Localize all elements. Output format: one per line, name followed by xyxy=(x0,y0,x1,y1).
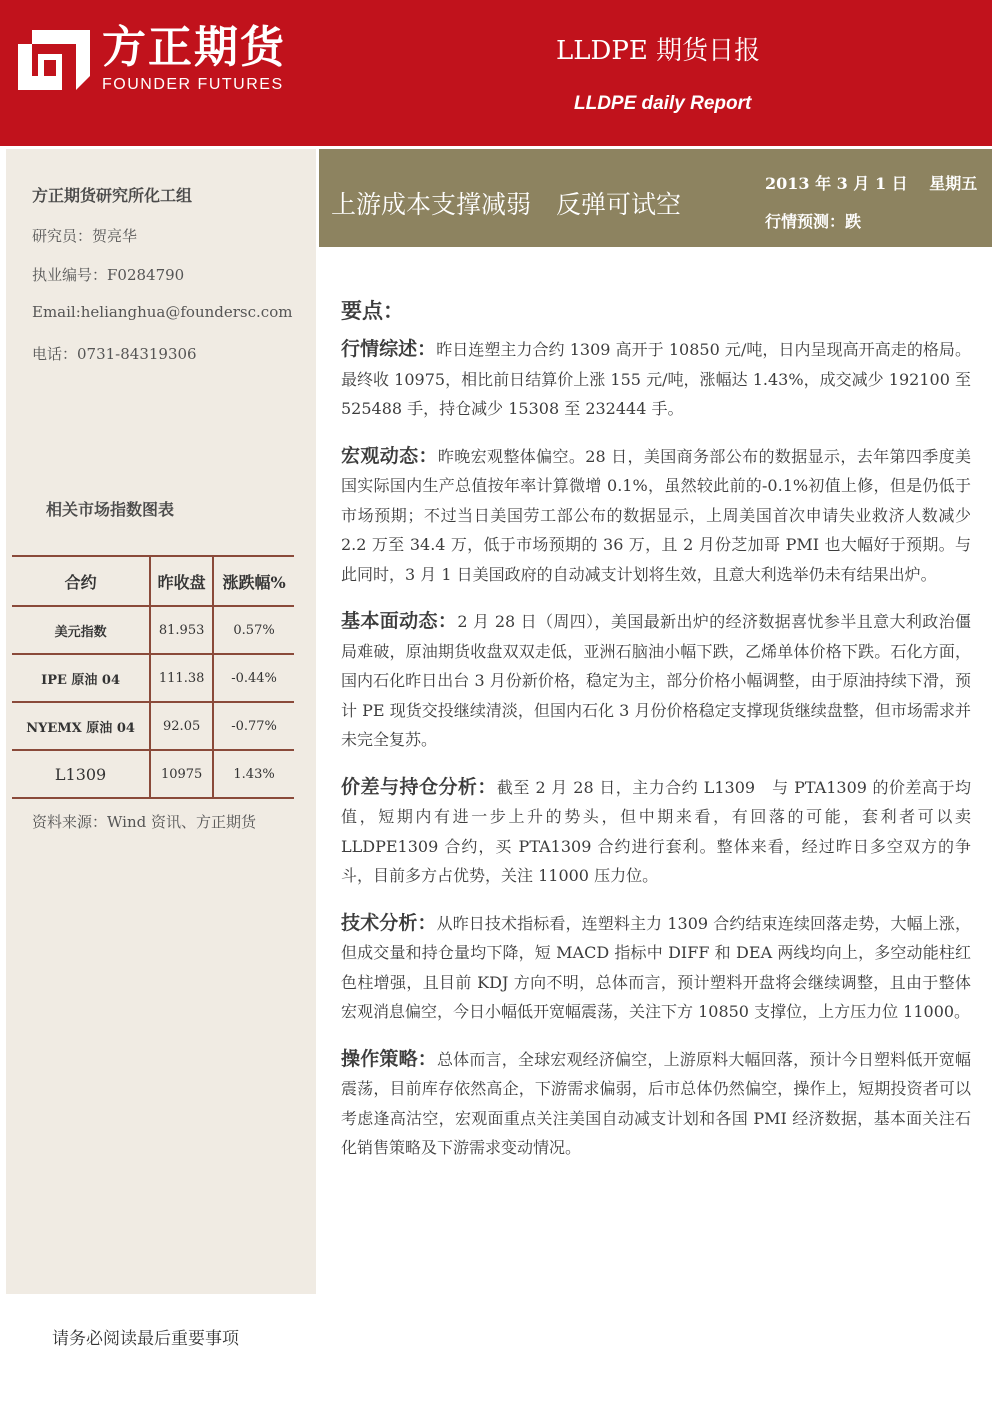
headline-bar xyxy=(319,149,992,247)
section-label: 基本面动态： xyxy=(341,610,458,632)
section-text: 截至 2 月 28 日，主力合约 L1309 与 PTA1309 的价差高于均值，短期内有进一步上升的势头，但中期来看，有回落的可能，套利者可以卖 LLDPE1309 合约，买 PTA1309 合约进行套利。整体来看，经过昨日多空双方的争斗，目前多方占优势，关注 11000 压力位。 xyxy=(341,777,971,885)
table-row xyxy=(12,606,294,654)
phone-number: 电话：0731-84319306 xyxy=(32,345,197,363)
section-text: 2 月 28 日（周四），美国最新出炉的经济数据喜忧参半且意大利政治僵局难破，原油期货收盘双双走低，亚洲石脑油小幅下跌，乙烯单体价格下跌。石化方面，国内石化昨日出台 3 月份新价格，稳定为主，部分价格小幅调整，由于原油持续下滑，预计 PE 现货交投继续清淡，但国内石化 3 月份价格稳定支撑现货继续盘整，但市场需求并未完全复苏。 xyxy=(341,612,971,749)
section-fundamentals xyxy=(341,607,971,755)
change-cell: -0.44% xyxy=(213,654,294,702)
market-index-table-title: 相关市场指数图表 xyxy=(46,500,175,519)
research-org: 方正期货研究所化工组 xyxy=(32,186,193,205)
close-cell: 92.05 xyxy=(150,702,213,750)
section-macro xyxy=(341,442,971,590)
table-row xyxy=(12,702,294,750)
section-technical xyxy=(341,909,971,1027)
close-cell: 111.38 xyxy=(150,654,213,702)
section-label: 价差与持仓分析： xyxy=(341,775,497,798)
section-label: 技术分析： xyxy=(341,911,437,934)
contract-cell: 美元指数 xyxy=(12,606,150,654)
table-row xyxy=(12,654,294,702)
section-text: 昨晚宏观整体偏空。28 日，美国商务部公布的数据显示，去年第四季度美国实际国内生产总值按年率计算微增 0.1%，虽然较此前的-0.1%初值上修，但是仍低于市场预期；不过当日美国劳工部公布的数据显示，上周美国首次申请失业救济人数减少 2.2 万至 34.4 万，低于市场预期的 36 万，且 2 月份芝加哥 PMI 也大幅好于预期。与此同时，3 月 1 日美国政府的自动减支计划将生效，且意大利选举仍未有结果出炉。 xyxy=(341,446,971,584)
contract-cell: NYEMX 原油 04 xyxy=(12,702,150,750)
section-label: 操作策略： xyxy=(341,1047,437,1070)
column-header: 昨收盘 xyxy=(150,556,213,606)
logo-text-en: FOUNDER FUTURES xyxy=(102,76,284,93)
change-cell: 1.43% xyxy=(213,750,294,798)
column-header: 涨跌幅% xyxy=(213,556,294,606)
founder-logo-icon xyxy=(18,30,90,90)
contract-cell: IPE 原油 04 xyxy=(12,654,150,702)
section-text: 昨日连塑主力合约 1309 高开于 10850 元/吨，日内呈现高开高走的格局。最终收 10975，相比前日结算价上涨 155 元/吨，涨幅达 1.43%，成交减少 192100 至 525488 手，持仓减少 15308 至 232444 手。 xyxy=(341,340,971,418)
headline: 上游成本支撑减弱 反弹可试空 xyxy=(331,190,682,219)
change-cell: 0.57% xyxy=(213,606,294,654)
license-number: 执业编号：F0284790 xyxy=(32,266,185,284)
logo-text-cn: 方正期货 xyxy=(102,22,286,73)
section-spread-analysis xyxy=(341,773,971,891)
data-source: 资料来源：Wind 资讯、方正期货 xyxy=(32,813,256,831)
report-title: LLDPE 期货日报 xyxy=(556,36,761,66)
key-points-title: 要点： xyxy=(341,298,404,323)
column-header: 合约 xyxy=(12,556,150,606)
section-text: 总体而言，全球宏观经济偏空，上游原料大幅回落，预计今日塑料低开宽幅震荡，目前库存依然高企，下游需求偏弱，后市总体仍然偏空，操作上，短期投资者可以考虑逢高沽空，宏观面重点关注美国自动减支计划和各国 PMI 经济数据，基本面关注石化销售策略及下游需求变动情况。 xyxy=(341,1049,971,1157)
report-date: 2013 年 3 月 1 日 星期五 xyxy=(765,174,978,193)
researcher-name: 研究员：贺亮华 xyxy=(32,227,138,245)
close-cell: 10975 xyxy=(150,750,213,798)
main-content xyxy=(341,295,971,1181)
section-label: 行情综述： xyxy=(341,338,437,360)
sidebar xyxy=(6,149,316,1294)
change-cell: -0.77% xyxy=(213,702,294,750)
section-label: 宏观动态： xyxy=(341,444,438,467)
table-row xyxy=(12,750,294,798)
table-header-row xyxy=(12,556,294,606)
section-market-review xyxy=(341,335,971,424)
close-cell: 81.953 xyxy=(150,606,213,654)
market-index-table xyxy=(12,555,294,799)
market-forecast: 行情预测：跌 xyxy=(765,212,862,231)
contract-cell: L1309 xyxy=(12,750,150,798)
report-subtitle: LLDPE daily Report xyxy=(574,93,752,114)
section-strategy xyxy=(341,1045,971,1163)
report-header xyxy=(0,0,992,146)
section-text: 从昨日技术指标看，连塑料主力 1309 合约结束连续回落走势，大幅上涨，但成交量和持仓量均下降，短 MACD 指标中 DIFF 和 DEA 两线均向上，多空动能柱红色柱增强，且目前 KDJ 方向不明，总体而言，预计塑料开盘将会继续调整，且由于整体宏观消息偏空，今日小幅低开宽幅震荡，关注下方 10850 支撑位，上方压力位 11000。 xyxy=(341,913,971,1021)
email-address[interactable]: Email:helianghua@foundersc.com xyxy=(32,303,293,321)
disclaimer-note: 请务必阅读最后重要事项 xyxy=(52,1329,239,1349)
